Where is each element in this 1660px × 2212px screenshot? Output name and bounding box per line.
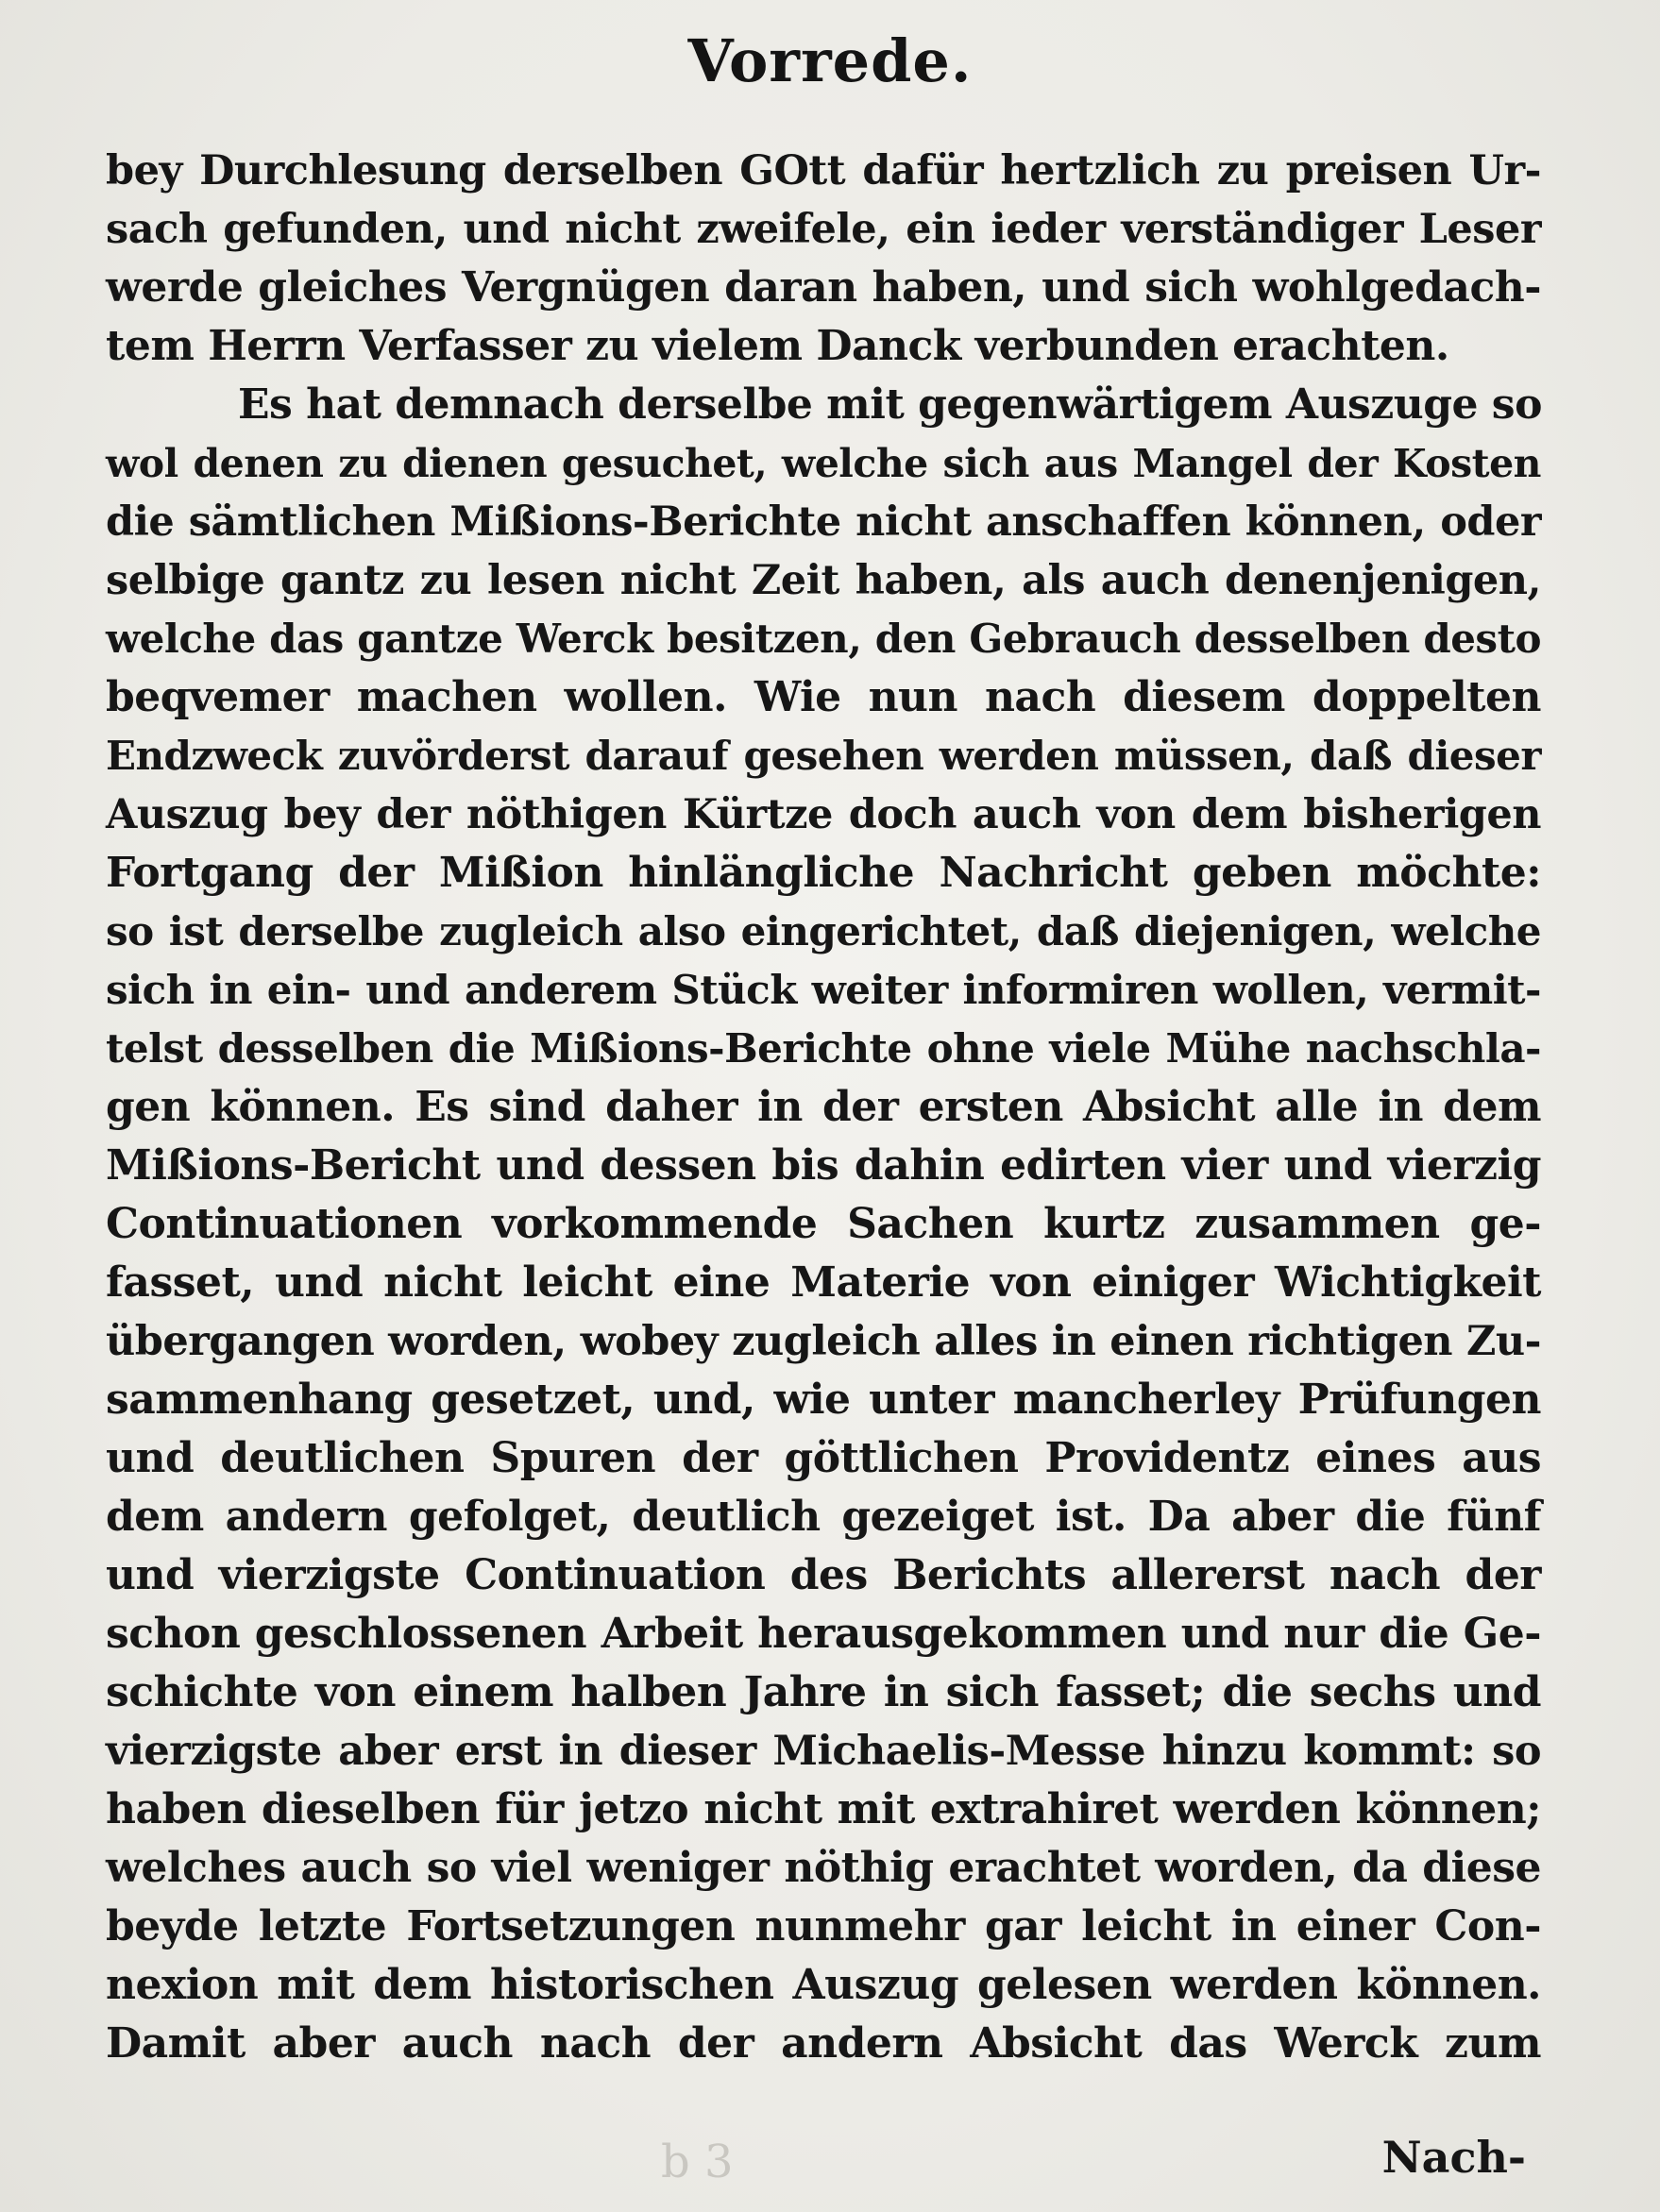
text-line: welche das gantze Werck besitzen, den Gebrauch desselben desto: [106, 616, 1541, 662]
text-line: beqvemer machen wollen. Wie nun nach diesem doppelten: [106, 673, 1541, 721]
text-line: Endzweck zuvörderst darauf gesehen werden müssen, daß dieser: [106, 733, 1541, 779]
text-line: schon geschlossenen Arbeit herausgekommen und nur die Ge-: [106, 1610, 1541, 1658]
text-line: sich in ein- und anderem Stück weiter informiren wollen, vermit-: [106, 967, 1541, 1013]
text-line: selbige gantz zu lesen nicht Zeit haben, als auch denenjenigen,: [106, 557, 1541, 604]
text-line: Mißions-Bericht und dessen bis dahin edirten vier und vierzig: [106, 1141, 1541, 1190]
text-line: sammenhang gesetzet, und, wie unter mancherley Prüfungen: [106, 1376, 1541, 1424]
text-line: telst desselben die Mißions-Berichte ohne viele Mühe nachschla-: [106, 1025, 1541, 1072]
text-line: Es hat demnach derselbe mit gegenwärtigem Auszuge so: [238, 380, 1542, 429]
text-line: sach gefunden, und nicht zweifele, ein ieder verständiger Leser: [106, 206, 1541, 253]
text-line: wol denen zu dienen gesuchet, welche sich aus Mangel der Kosten: [106, 441, 1541, 486]
text-line: und deutlichen Spuren der göttlichen Providentz eines aus: [106, 1434, 1541, 1482]
text-line: schichte von einem halben Jahre in sich fasset; die sechs und: [106, 1668, 1541, 1716]
text-line: so ist derselbe zugleich also eingerichtet, daß diejenigen, welche: [106, 908, 1541, 954]
signature-mark: b 3: [661, 2136, 734, 2188]
text-line: Continuationen vorkommende Sachen kurtz zusammen ge-: [106, 1200, 1541, 1248]
text-line: tem Herrn Verfasser zu vielem Danck verbunden erachten.: [106, 322, 1449, 370]
text-line: Auszug bey der nöthigen Kürtze doch auch von dem bisherigen: [106, 791, 1541, 838]
text-line: Damit aber auch nach der andern Absicht das Werck zum: [106, 2019, 1541, 2068]
text-line: gen können. Es sind daher in der ersten Absicht alle in dem: [106, 1083, 1541, 1131]
text-line: fasset, und nicht leicht eine Materie von einiger Wichtigkeit: [106, 1258, 1541, 1307]
text-line: welches auch so viel weniger nöthig erachtet worden, da diese: [106, 1844, 1541, 1892]
text-line: übergangen worden, wobey zugleich alles in einen richtigen Zu-: [106, 1318, 1541, 1365]
text-line: dem andern gefolget, deutlich gezeiget ist. Da aber die fünf: [106, 1493, 1541, 1541]
text-line: die sämtlichen Mißions-Berichte nicht anschaffen können, oder: [106, 498, 1541, 546]
text-line: vierzigste aber erst in dieser Michaelis-Messe hinzu kommt: so: [106, 1728, 1541, 1775]
text-line: nexion mit dem historischen Auszug gelesen werden können.: [106, 1961, 1541, 2009]
catchword: Nach-: [1381, 2132, 1526, 2183]
text-line: werde gleiches Vergnügen daran haben, und sich wohlgedach-: [106, 263, 1541, 312]
text-line: Fortgang der Mißion hinlängliche Nachricht geben möchte:: [106, 849, 1541, 897]
text-line: haben dieselben für jetzo nicht mit extrahiret werden können;: [106, 1785, 1541, 1833]
text-line: beyde letzte Fortsetzungen nunmehr gar leicht in einer Con-: [106, 1902, 1541, 1950]
running-head: Vorrede.: [687, 26, 973, 95]
text-line: bey Durchlesung derselben GOtt dafür hertzlich zu preisen Ur-: [106, 147, 1541, 194]
text-line: und vierzigste Continuation des Berichts allererst nach der: [106, 1551, 1541, 1599]
